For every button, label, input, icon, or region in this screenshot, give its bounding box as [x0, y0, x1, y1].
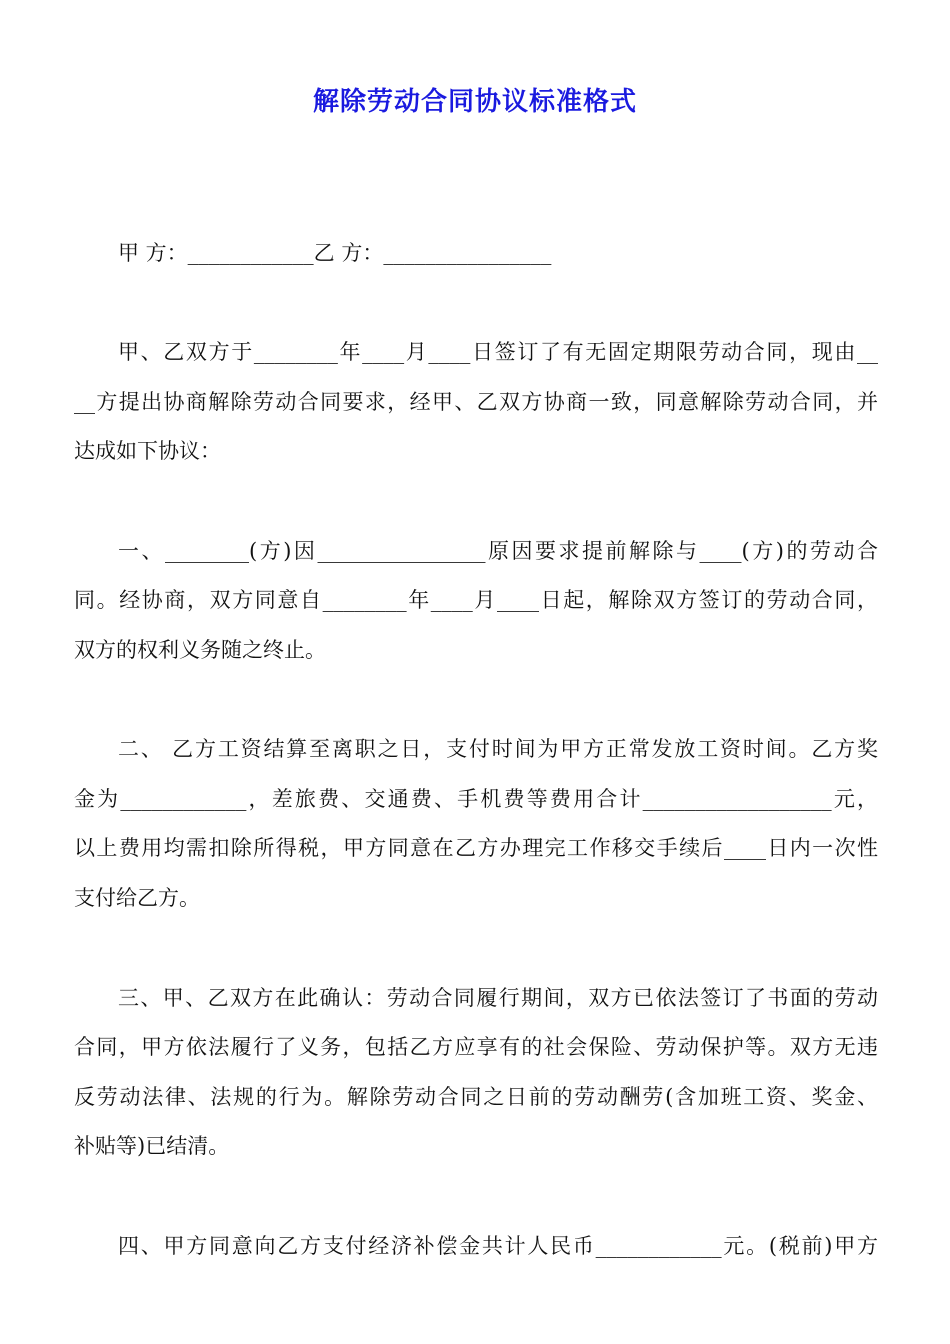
- parties-line: 甲 方：____________乙 方：________________: [118, 241, 552, 265]
- clause2-line-2: 金为____________，差旅费、交通费、手机费等费用合计__________________元，: [74, 787, 878, 811]
- clause2-line-3: 以上费用均需扣除所得税，甲方同意在乙方办理完工作移交手续后____日内一次性: [74, 836, 878, 860]
- intro-line-2: __方提出协商解除劳动合同要求，经甲、乙双方协商一致，同意解除劳动合同，并: [74, 390, 878, 414]
- clause1-line-3: 双方的权利义务随之终止。: [74, 638, 326, 662]
- clause1-line-1: 一、________(方)因________________原因要求提前解除与____(方)的劳动合: [118, 539, 878, 563]
- clause2-line-4: 支付给乙方。: [74, 886, 200, 910]
- clause3-line-3: 反劳动法律、法规的行为。解除劳动合同之日前的劳动酬劳(含加班工资、奖金、: [74, 1085, 878, 1109]
- clause3-line-4: 补贴等)已结清。: [74, 1134, 230, 1158]
- document-title: 解除劳动合同协议标准格式: [312, 87, 637, 117]
- clause2-line-1: 二、 乙方工资结算至离职之日，支付时间为甲方正常发放工资时间。乙方奖: [118, 737, 878, 761]
- clause4-line-1: 四、甲方同意向乙方支付经济补偿金共计人民币____________元。(税前)甲方: [118, 1234, 878, 1258]
- clause3-line-2: 合同，甲方依法履行了义务，包括乙方应享有的社会保险、劳动保护等。双方无违: [74, 1035, 878, 1059]
- intro-line-1: 甲、乙双方于________年____月____日签订了有无固定期限劳动合同，现由__: [118, 340, 878, 364]
- clause1-line-2: 同。经协商，双方同意自________年____月____日起，解除双方签订的劳动合同，: [74, 588, 878, 612]
- intro-line-3: 达成如下协议：: [74, 439, 221, 463]
- clause3-line-1: 三、甲、乙双方在此确认：劳动合同履行期间，双方已依法签订了书面的劳动: [118, 986, 878, 1010]
